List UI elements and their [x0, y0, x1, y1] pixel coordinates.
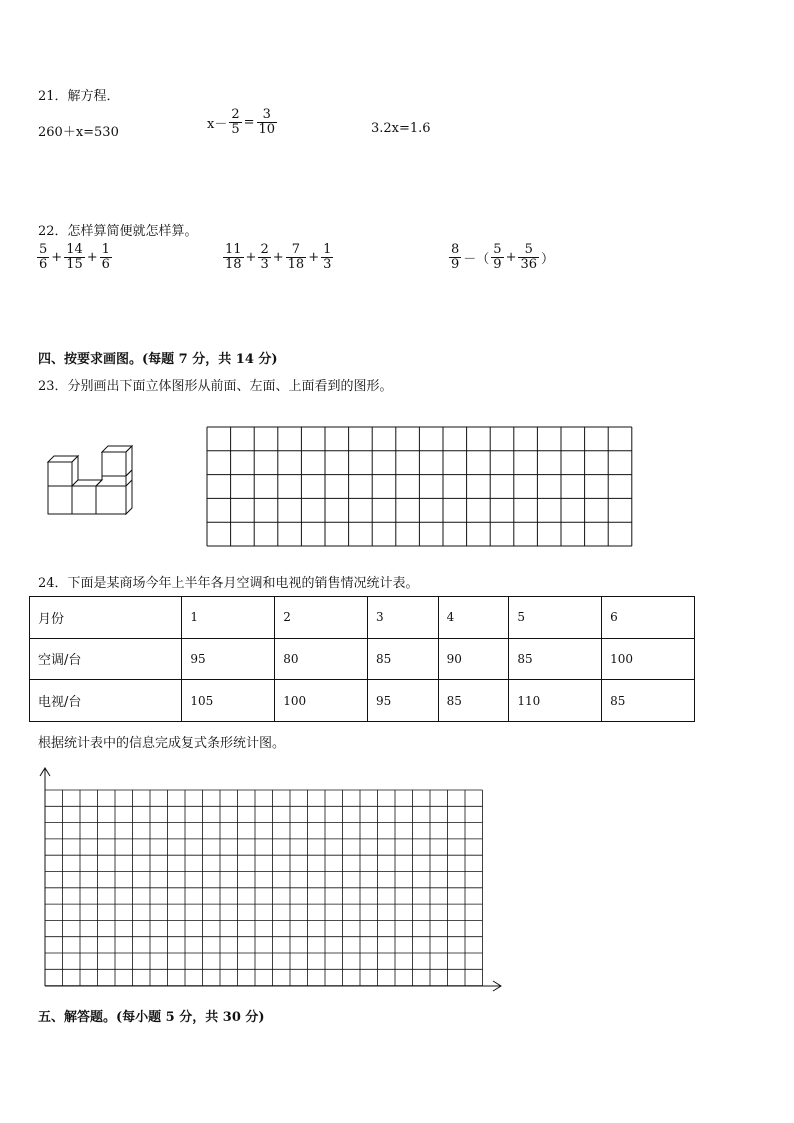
- table-cell: 85: [368, 638, 439, 680]
- table-cell: 90: [438, 638, 509, 680]
- q22-expression-3: $\frac{8}{9}$ －（ $\frac{5}{9}$ + $\frac{5}{36}$ ）: [451, 242, 555, 272]
- q22-expression-2: $\frac{11}{18}$ + $\frac{2}{3}$ + $\frac{7}{18}$ + $\frac{1}{3}$: [225, 242, 332, 272]
- q21-equation-2: [206, 108, 278, 136]
- table-row: [30, 680, 695, 722]
- section-4-title: 四、按要求画图。(每题 7 分，共 14 分): [38, 352, 278, 367]
- fraction: $\frac{1}{6}$: [101, 242, 110, 272]
- table-cell: 空调/台: [30, 638, 182, 680]
- table-row: [30, 638, 695, 680]
- table-cell: 1: [182, 597, 275, 639]
- table-cell: 5: [509, 597, 602, 639]
- sales-table: [29, 596, 695, 722]
- q24-instruction: 根据统计表中的信息完成复式条形统计图。: [38, 736, 286, 751]
- table-cell: 80: [275, 638, 368, 680]
- q22-title: 22．怎样算简便就怎样算。: [38, 224, 198, 239]
- table-cell: 105: [182, 680, 275, 722]
- fraction: $\frac{3}{10}$: [258, 107, 276, 137]
- fraction: $\frac{1}{3}$: [323, 242, 332, 272]
- table-cell: 85: [509, 638, 602, 680]
- table-cell: 6: [602, 597, 695, 639]
- table-cell: 110: [509, 680, 602, 722]
- eq2-lhs: x－: [207, 116, 228, 132]
- fraction: $\frac{8}{9}$: [451, 242, 460, 272]
- table-cell: 3: [368, 597, 439, 639]
- fraction: $\frac{7}{18}$: [287, 242, 305, 272]
- fraction: $\frac{5}{9}$: [493, 242, 502, 272]
- fraction: $\frac{14}{15}$: [66, 242, 83, 272]
- table-cell: 月份: [30, 597, 182, 639]
- table-cell: 2: [275, 597, 368, 639]
- section-5-title: 五、解答题。(每小题 5 分，共 30 分): [38, 1010, 265, 1025]
- fraction: $\frac{5}{36}$: [520, 242, 538, 272]
- fraction: $\frac{5}{6}$: [39, 242, 48, 272]
- table-row: [30, 597, 695, 639]
- fraction: $\frac{2}{5}$: [231, 107, 240, 137]
- q21-equation-3: 3.2x=1.6: [371, 121, 431, 136]
- drawing-grid[interactable]: [206, 426, 634, 548]
- cube-figure: [40, 445, 140, 520]
- q23-title: 23．分别画出下面立体图形从前面、左面、上面看到的图形。: [38, 379, 393, 394]
- table-cell: 4: [438, 597, 509, 639]
- table-cell: 95: [182, 638, 275, 680]
- q21-equation-1: 260＋x=530: [38, 125, 119, 140]
- q21-title: 21．解方程．: [38, 89, 120, 104]
- fraction: $\frac{2}{3}$: [260, 242, 269, 272]
- equals-sign: =: [243, 114, 255, 130]
- fraction: $\frac{11}{18}$: [225, 242, 242, 272]
- chart-drawing-grid[interactable]: [36, 764, 506, 994]
- table-cell: 100: [275, 680, 368, 722]
- table-cell: 电视/台: [30, 680, 182, 722]
- table-cell: 85: [438, 680, 509, 722]
- table-cell: 85: [602, 680, 695, 722]
- table-cell: 95: [368, 680, 439, 722]
- table-cell: 100: [602, 638, 695, 680]
- q22-expression-1: $\frac{5}{6}$ + $\frac{14}{15}$ + $\frac{1}{6}$: [39, 242, 110, 272]
- q24-title: 24．下面是某商场今年上半年各月空调和电视的销售情况统计表。: [38, 576, 419, 591]
